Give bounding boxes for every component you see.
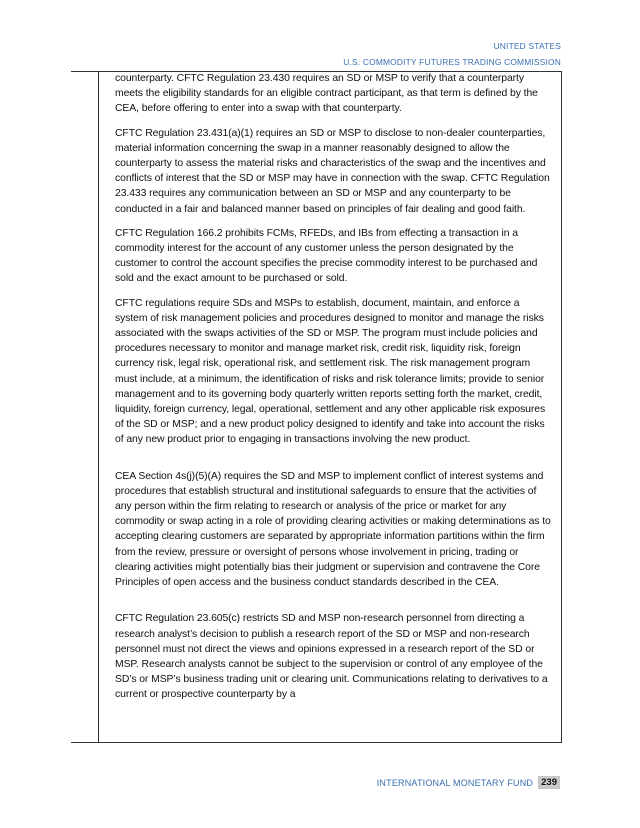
table-border-right xyxy=(561,71,562,742)
body-text xyxy=(115,71,552,712)
paragraph-research-personnel: CFTC Regulation 23.605(c) restricts SD and MSP non-research personnel from directing a research analyst’s decision to publish a research report of the SD or MSP and non-research personnel must not direct the views and opinions expressed in a research report of the SD or MSP. Research analysts cannot be subject to the supervision or control of any employee of the SD’s or MSP’s business trading unit or clearing unit. Communications relating to derivatives to a current or prospective counterparty by a xyxy=(115,613,548,701)
page-footer xyxy=(377,776,560,789)
paragraph-risk-management: CFTC regulations require SDs and MSPs to establish, document, maintain, and enforce a system of risk management policies and procedures designed to monitor and manage the risks associated with the swaps activities of the SD or MSP. The program must include policies and procedures necessary to monitor and manage market risk, credit risk, liquidity risk, foreign currency risk, legal risk, operational risk, and settlement risk. The risk management program must include, at a minimum, the identification of risks and risk tolerance limits; provide to senior management and to its governing body quarterly written reports setting forth the market, credit, liquidity, foreign currency, legal, operational, settlement and any other applicable risk exposures of the SD or MSP; and a new product policy designed to identify and take into account the risks of any new product prior to engaging in transactions involving the new product. xyxy=(115,297,546,446)
paragraph-conflict-of-interest: CEA Section 4s(j)(5)(A) requires the SD and MSP to implement conflict of interest systems and procedures that establish structural and institutional safeguards to ensure that the activities of any person within the firm relating to research or analysis of the price or market for any commodity or swap acting in a role of providing clearing activities or making determinations as to accepting clearing customers are separated by appropriate information partitions within the firm from the review, pressure or oversight of persons whose involvement in pricing, trading or clearing activities might potentially bias their judgment or supervision and contravene the Core Principles of open access and the business conduct standards described in the CEA. xyxy=(115,470,551,589)
paragraph-counterparty-eligibility: counterparty. CFTC Regulation 23.430 requires an SD or MSP to verify that a counterparty meets the eligibility standards for an eligible contract participant, as that term is defined by the CEA, before offering to enter into a swap with that counterparty. xyxy=(115,73,538,115)
paragraph-regulation-166-2: CFTC Regulation 166.2 prohibits FCMs, RFEDs, and IBs from effecting a transaction in a commodity interest for the account of any customer unless the person designated by the customer to control the account specifies the precise commodity interest to be purchased and sold and the exact amount to be purchased or sold. xyxy=(115,227,538,285)
table-border-bottom xyxy=(71,742,562,743)
footer-label: INTERNATIONAL MONETARY FUND xyxy=(376,777,534,788)
page-number: 239 xyxy=(538,776,560,789)
table-border-left xyxy=(98,71,99,742)
paragraph-disclosure: CFTC Regulation 23.431(a)(1) requires an SD or MSP to disclose to non-dealer counterparties, material information concerning the swap in a manner reasonably designed to allow the counterparty to assess the material risks and characteristics of the swap and the incentives and conflicts of interest that the SD or MSP may have in connection with the swap. CFTC Regulation 23.433 requires any communication between an SD or MSP and any counterparty to be conducted in a fair and balanced manner based on principles of fair dealing and good faith. xyxy=(115,127,550,215)
header-agency: U.S. COMMODITY FUTURES TRADING COMMISSION xyxy=(343,57,561,67)
header-country: UNITED STATES xyxy=(493,41,561,51)
